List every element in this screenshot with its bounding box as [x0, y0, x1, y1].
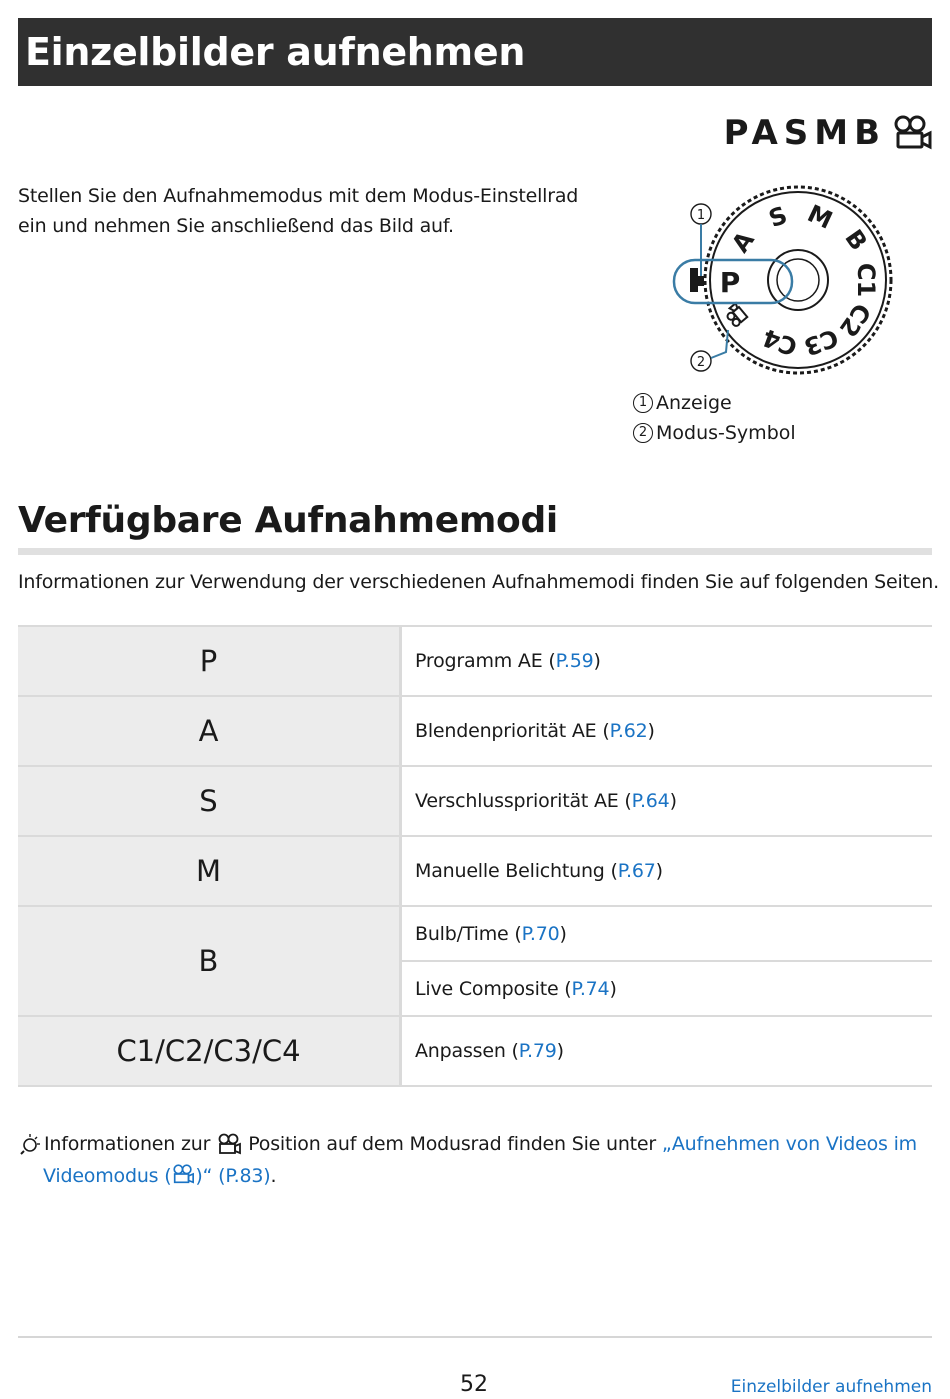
mode-letters: PASMB [723, 113, 886, 153]
page-link[interactable]: P.59 [555, 650, 594, 672]
dial-label-c2: C2 [833, 297, 877, 343]
dial-label-a: A [726, 226, 760, 258]
section-text: Informationen zur Verwendung der verschiedenen Aufnahmemodi finden Sie auf folgenden Seiten. [18, 571, 939, 593]
table-row [18, 626, 932, 696]
tip-icon [18, 1133, 42, 1155]
page-number: 52 [460, 1372, 488, 1397]
mode-description: Anpassen [415, 1040, 506, 1062]
page-title-text: Einzelbilder aufnehmen [25, 30, 526, 74]
available-modes-badge [700, 112, 932, 154]
page-link[interactable]: P.64 [631, 790, 670, 812]
svg-text:1: 1 [696, 208, 706, 223]
video-mode-link-text: Videomodus ( [43, 1165, 172, 1187]
legend-item-indicator [633, 388, 796, 418]
mode-description: Programm AE [415, 650, 543, 672]
table-row [18, 1016, 932, 1086]
mode-cell: M [18, 836, 401, 906]
legend-item-mode-symbol [633, 418, 796, 448]
mode-description: Verschlusspriorität AE [415, 790, 619, 812]
footer-section-link[interactable]: Einzelbilder aufnehmen [730, 1377, 932, 1397]
mode-description: Manuelle Belichtung [415, 860, 605, 882]
page-title [18, 18, 932, 86]
mode-cell: C1/C2/C3/C4 [18, 1016, 401, 1086]
dial-label-c3: C3 [800, 322, 842, 362]
video-mode-link-part1[interactable]: „Aufnehmen von Videos im [661, 1133, 917, 1155]
dial-legend [633, 388, 796, 448]
table-row [18, 906, 932, 961]
tip-note-line [18, 1160, 918, 1192]
page-link[interactable]: P.79 [518, 1040, 557, 1062]
dial-label-p: P [719, 266, 741, 299]
mode-cell: S [18, 766, 401, 836]
legend-label: Anzeige [656, 392, 732, 414]
page-link[interactable]: P.70 [521, 922, 560, 945]
video-mode-link[interactable] [43, 1165, 270, 1187]
desc-cell: Bulb/Time (P.70) [401, 906, 933, 961]
modes-table [18, 625, 932, 1087]
legend-label: Modus-Symbol [656, 422, 796, 444]
table-row [18, 696, 932, 766]
dial-label-c4: C4 [759, 322, 801, 362]
mode-cell: B [18, 906, 401, 1016]
footer-divider [18, 1336, 932, 1338]
dial-label-s: S [765, 200, 791, 234]
page-link[interactable]: P.62 [609, 720, 648, 742]
legend-number: 1 [633, 393, 653, 413]
movie-camera-icon [171, 1163, 195, 1185]
intro-text: Stellen Sie den Aufnahmemodus mit dem Modus-Einstellrad ein und nehmen Sie anschließend das Bild auf. [18, 185, 579, 237]
section-divider [18, 548, 932, 555]
desc-cell: Live Composite (P.74) [401, 961, 933, 1016]
desc-cell: Verschlusspriorität AE (P.64) [401, 766, 933, 836]
mode-description: Blendenpriorität AE [415, 720, 597, 742]
mode-description: Bulb/Time [415, 922, 509, 945]
mode-cell: A [18, 696, 401, 766]
page-link[interactable]: P.67 [617, 860, 656, 882]
desc-cell: Blendenpriorität AE (P.62) [401, 696, 933, 766]
tip-note-line [18, 1128, 918, 1160]
dial-label-c1: C1 [852, 262, 880, 298]
mode-description: Live Composite [415, 977, 559, 1000]
desc-cell: Anpassen (P.79) [401, 1016, 933, 1086]
movie-camera-icon [216, 1133, 242, 1155]
tip-end: . [270, 1165, 277, 1187]
mode-cell: P [18, 626, 401, 696]
table-row [18, 766, 932, 836]
dial-label-b: B [839, 224, 873, 256]
tip-note [18, 1128, 918, 1192]
dial-label-m: M [803, 199, 837, 235]
mode-dial-diagram [668, 180, 908, 385]
section-title: Verfügbare Aufnahmemodi [18, 500, 558, 541]
desc-cell: Manuelle Belichtung (P.67) [401, 836, 933, 906]
desc-cell: Programm AE (P.59) [401, 626, 933, 696]
video-mode-link-text: )“ (P.83) [195, 1165, 271, 1187]
movie-camera-icon [892, 115, 932, 151]
svg-text:2: 2 [696, 355, 706, 370]
page-link[interactable]: P.74 [571, 977, 610, 1000]
legend-number: 2 [633, 423, 653, 443]
tip-text-after: Position auf dem Modusrad finden Sie unter [248, 1133, 657, 1155]
tip-text-before: Informationen zur [44, 1133, 211, 1155]
table-row [18, 836, 932, 906]
